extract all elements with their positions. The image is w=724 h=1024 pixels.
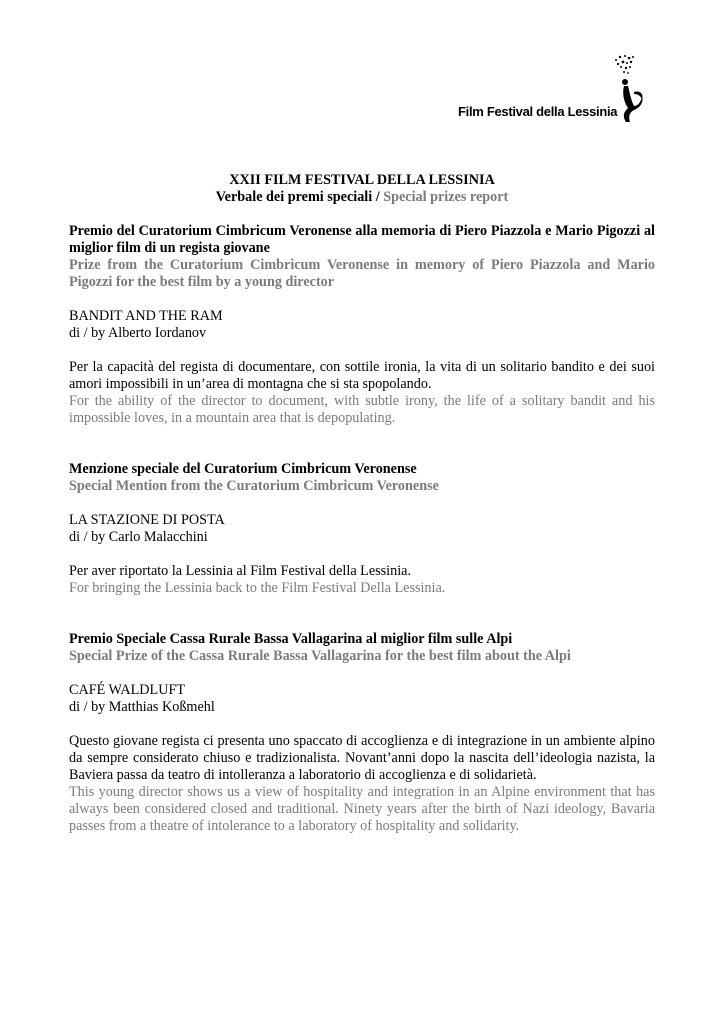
report-body [69, 172, 655, 835]
prize-section [69, 461, 655, 597]
subtitle-en: Special prizes report [383, 189, 509, 205]
film-director: di / by Carlo Malacchini [69, 529, 208, 545]
motivation-en: For the ability of the director to document, with subtle irony, the life of a solitary bandit and his impossible loves, in a mountain area that is depopulating. [69, 393, 655, 426]
motivation-it: Per aver riportato la Lessinia al Film Festival della Lessinia. [69, 563, 411, 579]
prize-section [69, 631, 655, 835]
film-title: CAFÉ WALDLUFT [69, 682, 185, 698]
logo-text: Film Festival della Lessinia [458, 104, 618, 119]
prize-title-en: Special Mention from the Curatorium Cimbricum Veronense [69, 478, 439, 494]
prize-title-en: Prize from the Curatorium Cimbricum Veronense in memory of Piero Piazzola and Mario Pigozzi for the best film by a young director [69, 257, 655, 290]
film-director: di / by Matthias Koßmehl [69, 699, 215, 715]
motivation-it: Questo giovane regista ci presenta uno spaccato di accoglienza e di integrazione in un ambiente alpino da sempre considerato chiuso e tradizionalista. Novant’anni dopo la nascita dell’ideologia nazista, la Baviera passa da teatro di intolleranza a laboratorio di accoglienza e di solidarietà. [69, 733, 655, 783]
motivation-it: Per la capacità del regista di documentare, con sottile ironia, la vita di un solitario bandito e dei suoi amori impossibili in un’area di montagna che si sta spopolando. [69, 359, 655, 392]
motivation-en: This young director shows us a view of hospitality and integration in an Alpine environment that has always been considered closed and traditional. Ninety years after the birth of Nazi ideology, Bavaria passes from a theatre of intolerance to a laboratory of hospitality and solidarity. [69, 784, 655, 834]
prize-title-it: Premio Speciale Cassa Rurale Bassa Vallagarina al miglior film sulle Alpi [69, 631, 513, 647]
festival-logo [458, 52, 648, 124]
dancer-stars-icon [612, 52, 648, 124]
motivation-en: For bringing the Lessinia back to the Film Festival Della Lessinia. [69, 580, 446, 596]
film-title: BANDIT AND THE RAM [69, 308, 223, 324]
prize-title-it: Menzione speciale del Curatorium Cimbricum Veronense [69, 461, 417, 477]
subtitle-it: Verbale dei premi speciali / [215, 189, 384, 205]
prize-title-en: Special Prize of the Cassa Rurale Bassa Vallagarina for the best film about the Alpi [69, 648, 571, 664]
report-title: XXII FILM FESTIVAL DELLA LESSINIA [229, 172, 495, 188]
prize-section [69, 223, 655, 427]
film-director: di / by Alberto Iordanov [69, 325, 207, 341]
prize-title-it: Premio del Curatorium Cimbricum Veronense alla memoria di Piero Piazzola e Mario Pigozzi al miglior film di un regista giovane [69, 223, 655, 256]
report-subtitle [69, 189, 655, 206]
film-title: LA STAZIONE DI POSTA [69, 512, 225, 528]
